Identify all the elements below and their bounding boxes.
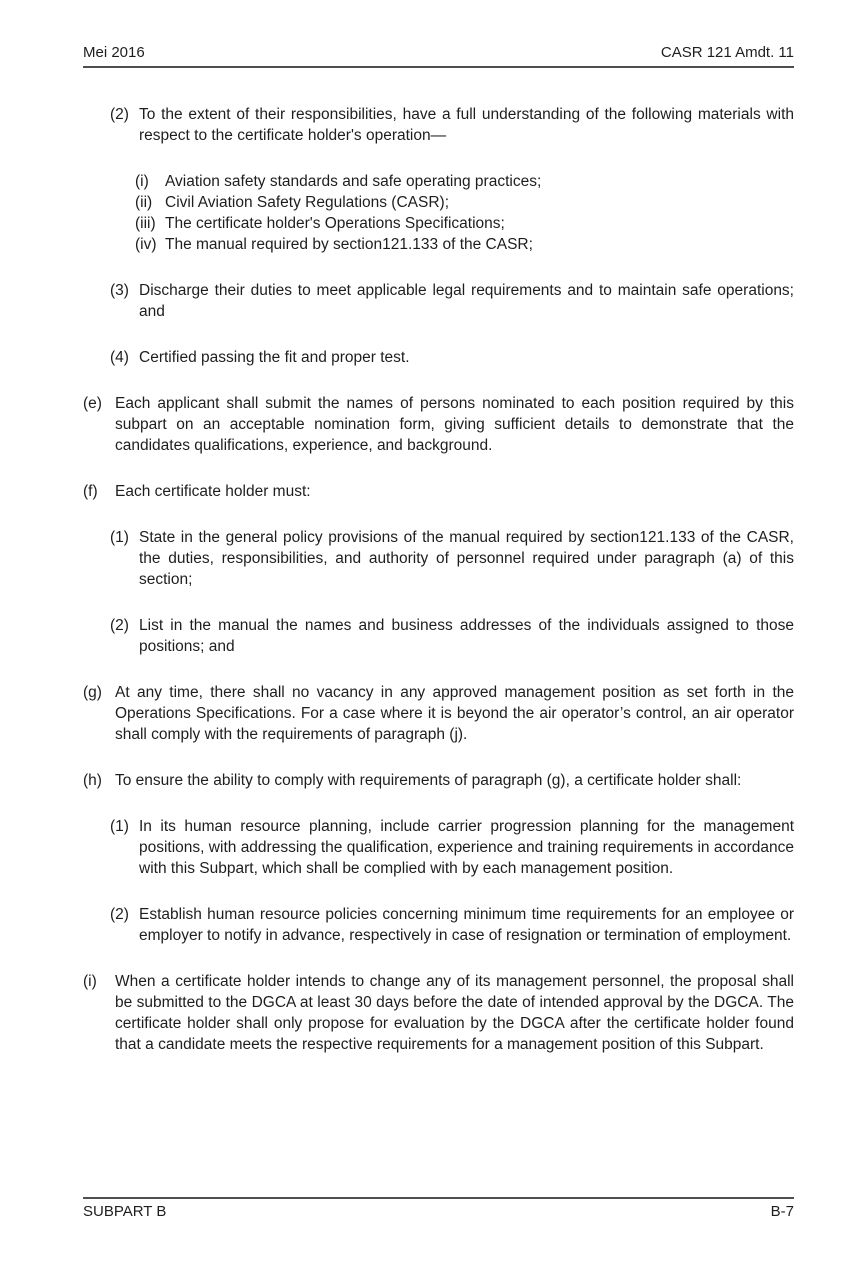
footer-subpart-label: SUBPART B <box>83 1203 167 1220</box>
paragraph-marker: (3) <box>110 282 129 299</box>
paragraph-marker: (2) <box>110 106 129 123</box>
list-item-text: The manual required by section121.133 of the CASR; <box>165 236 533 253</box>
paragraph <box>110 280 794 322</box>
paragraph-text: Certified passing the fit and proper test. <box>139 349 410 366</box>
paragraph <box>83 481 794 502</box>
paragraph <box>110 904 794 946</box>
paragraph-text: List in the manual the names and business addresses of the individuals assigned to those positions; and <box>139 617 794 655</box>
paragraph-text: Establish human resource policies concerning minimum time requirements for an employee or employer to notify in advance, respectively in case of resignation or termination of employment. <box>139 906 794 944</box>
paragraph-marker: (2) <box>110 617 129 634</box>
paragraph-marker: (4) <box>110 349 129 366</box>
page-header <box>83 0 794 68</box>
list-item-marker: (ii) <box>135 194 153 211</box>
paragraph-marker: (2) <box>110 906 129 923</box>
list-item <box>135 192 794 213</box>
header-doc-reference: CASR 121 Amdt. 11 <box>660 44 794 61</box>
paragraph <box>83 971 794 1055</box>
paragraph <box>110 816 794 879</box>
paragraph-text: To the extent of their responsibilities, have a full understanding of the following materials with respect to the certificate holder's operation— <box>139 106 794 144</box>
paragraph-text: State in the general policy provisions of the manual required by section121.133 of the CASR, the duties, responsibilities, and authority of personnel required under paragraph (a) of this section; <box>139 529 794 588</box>
roman-list <box>135 171 794 255</box>
paragraph <box>83 393 794 456</box>
footer-page-number: B-7 <box>770 1203 794 1220</box>
paragraph-marker: (e) <box>83 395 102 412</box>
paragraph <box>110 104 794 146</box>
paragraph-marker: (f) <box>83 483 98 500</box>
list-item-marker: (iii) <box>135 215 156 232</box>
paragraph-marker: (1) <box>110 529 129 546</box>
page-footer <box>83 1197 794 1220</box>
paragraph <box>83 770 794 791</box>
paragraph <box>110 615 794 657</box>
document-body <box>83 104 794 1055</box>
paragraph-marker: (i) <box>83 973 97 990</box>
list-item-text: Aviation safety standards and safe operating practices; <box>165 173 542 190</box>
paragraph-text: Discharge their duties to meet applicable legal requirements and to maintain safe operations; and <box>139 282 794 320</box>
paragraph-text: When a certificate holder intends to change any of its management personnel, the proposal shall be submitted to the DGCA at least 30 days before the date of intended approval by the DGCA. The certificate holder shall only propose for evaluation by the DGCA after the certificate holder found that a candidate meets the respective requirements for a management position of this Subpart. <box>115 973 794 1053</box>
paragraph-text: Each certificate holder must: <box>115 483 311 500</box>
paragraph <box>83 682 794 745</box>
paragraph-marker: (1) <box>110 818 129 835</box>
paragraph-marker: (g) <box>83 684 102 701</box>
list-item <box>135 213 794 234</box>
list-item <box>135 171 794 192</box>
list-item-text: The certificate holder's Operations Specifications; <box>165 215 505 232</box>
list-item-text: Civil Aviation Safety Regulations (CASR); <box>165 194 450 211</box>
paragraph-text: Each applicant shall submit the names of persons nominated to each position required by this subpart on an acceptable nomination form, giving sufficient details to demonstrate that the candidates qualifications, experience, and background. <box>115 395 794 454</box>
paragraph <box>110 347 794 368</box>
list-item-marker: (iv) <box>135 236 157 253</box>
paragraph-text: In its human resource planning, include carrier progression planning for the management positions, with addressing the qualification, experience and training requirements in accordance with this Subpart, which shall be complied with by each management position. <box>139 818 794 877</box>
list-item-marker: (i) <box>135 173 149 190</box>
paragraph-text: At any time, there shall no vacancy in any approved management position as set forth in the Operations Specifications. For a case where it is beyond the air operator’s control, an air operator shall comply with the requirements of paragraph (j). <box>115 684 794 743</box>
header-date: Mei 2016 <box>83 44 145 61</box>
paragraph-marker: (h) <box>83 772 102 789</box>
paragraph-text: To ensure the ability to comply with requirements of paragraph (g), a certificate holder shall: <box>115 772 742 789</box>
paragraph <box>110 527 794 590</box>
list-item <box>135 234 794 255</box>
